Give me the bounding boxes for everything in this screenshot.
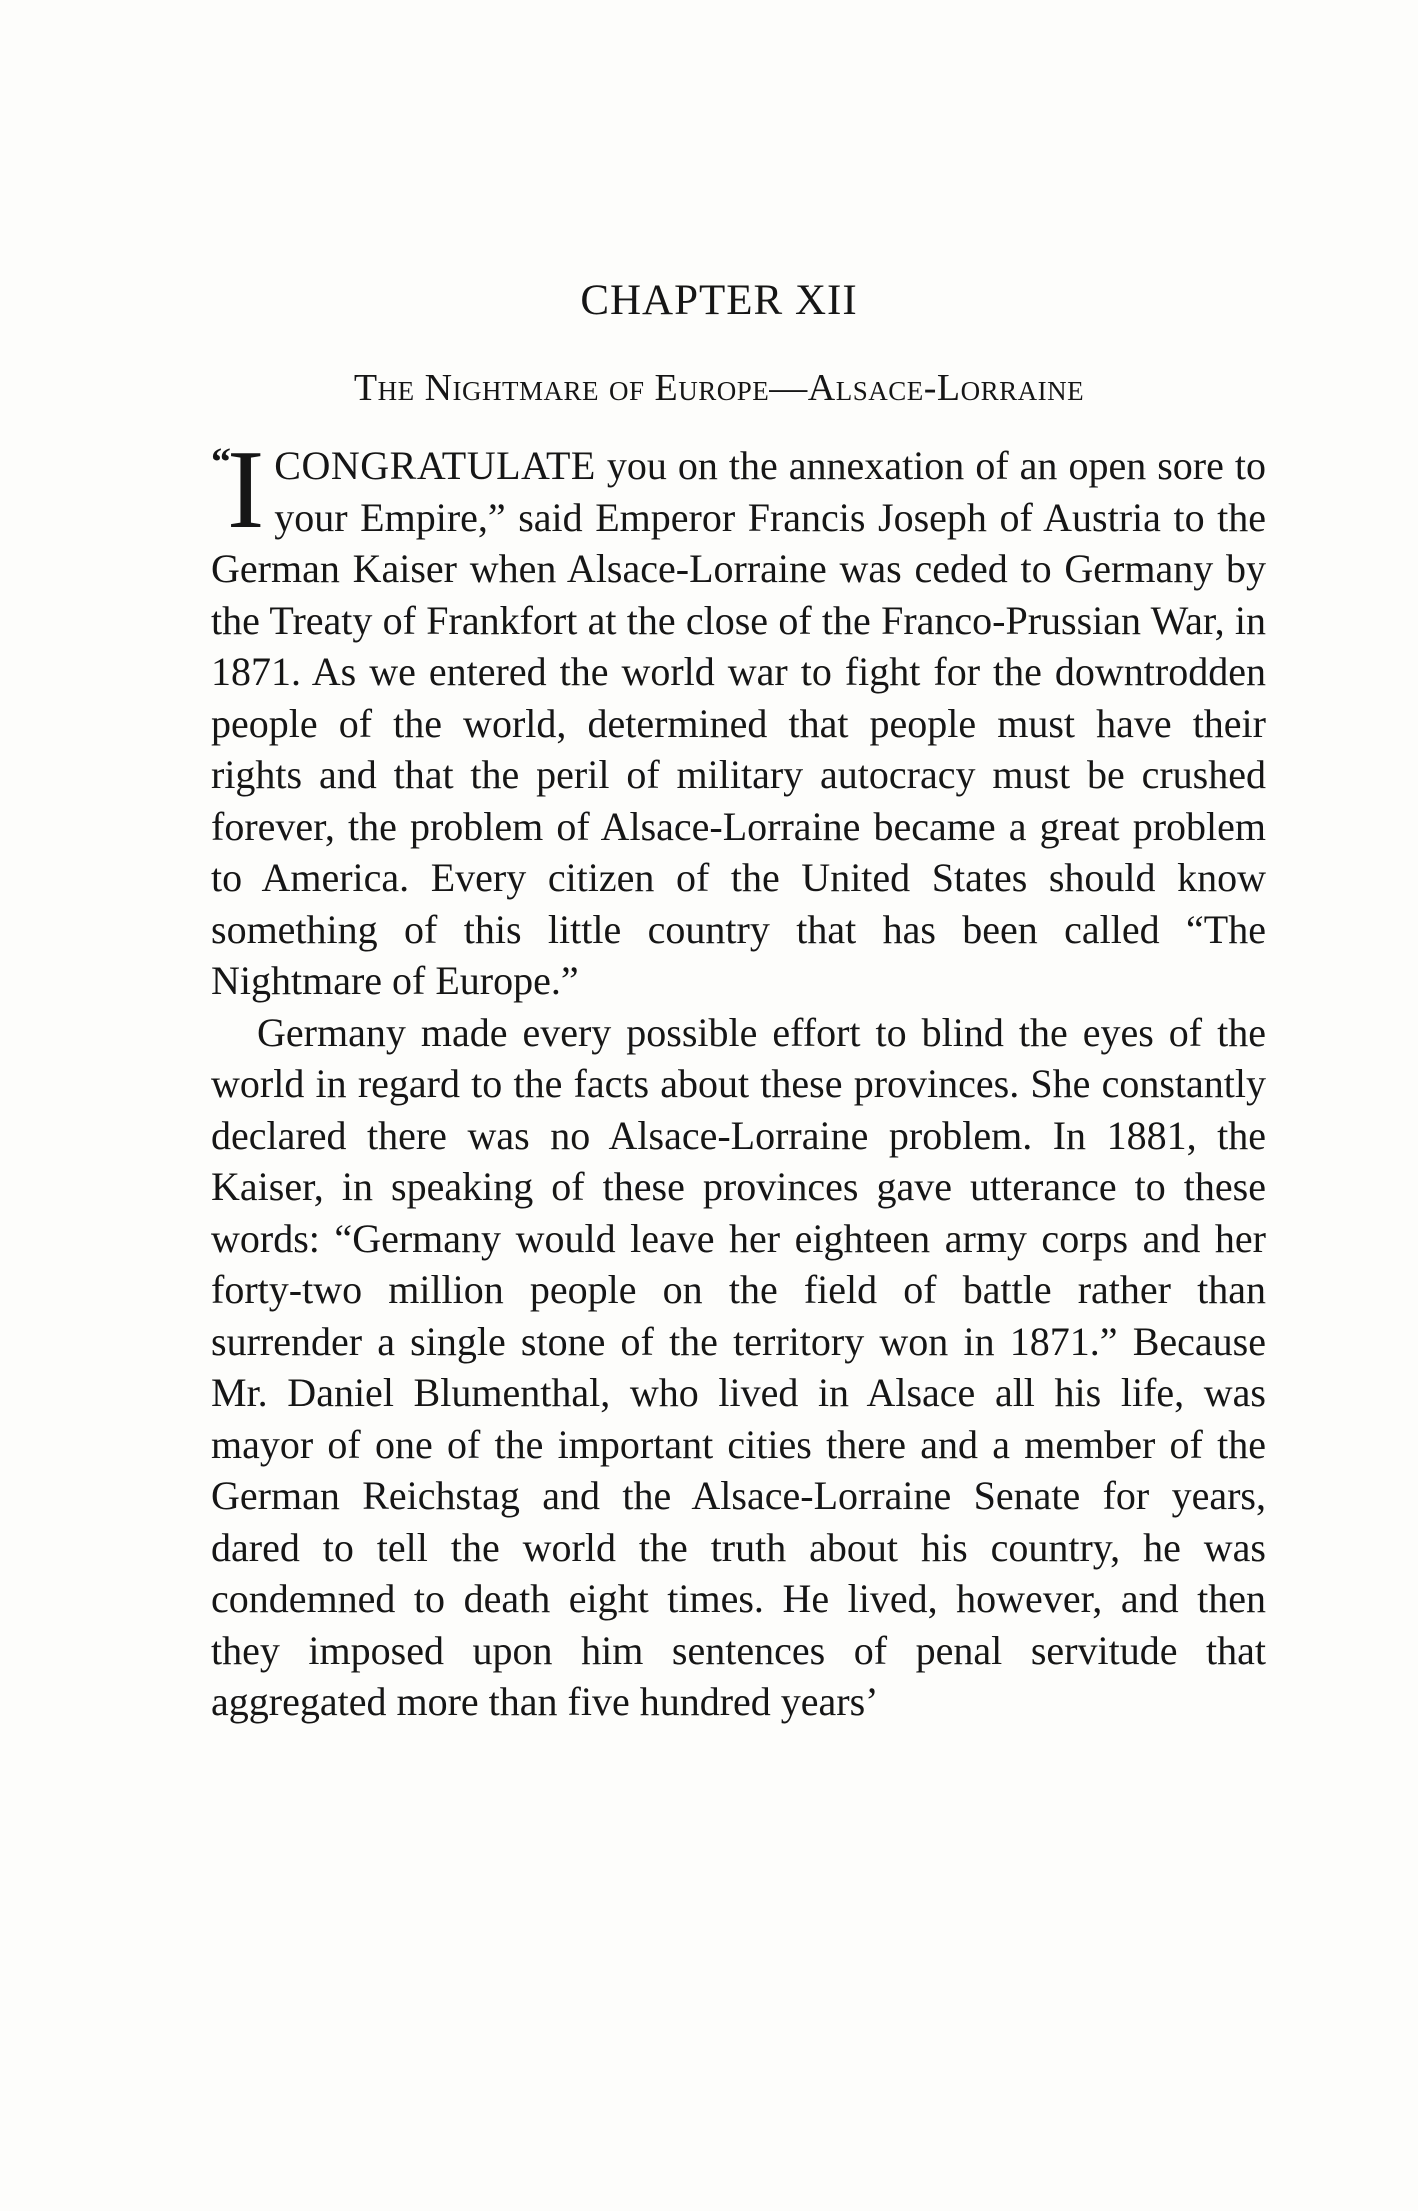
- chapter-heading: CHAPTER XII: [580, 277, 858, 324]
- paragraph-1-text: you on the annexation of an open sore to your Empire,” said Emperor Francis Joseph of Austria to the German Kaiser when Alsace-Lorraine was ceded to Germany by the Treaty of Frankfort at the close of the Franco-Prussian War, in 1871. As we entered the world war to fight for the downtrodden people of the world, determined that people must have their rights and that the peril of military autocracy must be crushed forever, the problem of Alsace-Lorraine became a great problem to America. Every citizen of the United States should know something of this little country that has been called “The Nightmare of Europe.”: [211, 443, 1266, 1003]
- paragraph-1: [211, 428, 1266, 1007]
- paragraph-2: Germany made every possible effort to blind the eyes of the world in regard to the facts about these provinces. She constantly declared there was no Alsace-Lorraine problem. In 1881, the Kaiser, in speaking of these provinces gave utterance to these words: “Germany would leave her eighteen army corps and her forty-two million people on the field of battle rather than surrender a single stone of the territory won in 1871.” Because Mr. Daniel Blumenthal, who lived in Alsace all his life, was mayor of one of the important cities there and a member of the German Reichstag and the Alsace-Lorraine Senate for years, dared to tell the world the truth about his country, he was condemned to death eight times. He lived, however, and then they imposed upon him sentences of penal servitude that aggregated more than five hundred years’: [211, 1009, 1266, 1724]
- drop-cap-letter: I: [227, 428, 265, 552]
- body-text: [211, 428, 1266, 1728]
- drop-cap: [211, 428, 265, 552]
- chapter-title: The Nightmare of Europe—Alsace-Lorraine: [353, 367, 1085, 409]
- lead-word: CONGRATULATE: [274, 443, 596, 488]
- drop-cap-quote: “: [211, 439, 231, 484]
